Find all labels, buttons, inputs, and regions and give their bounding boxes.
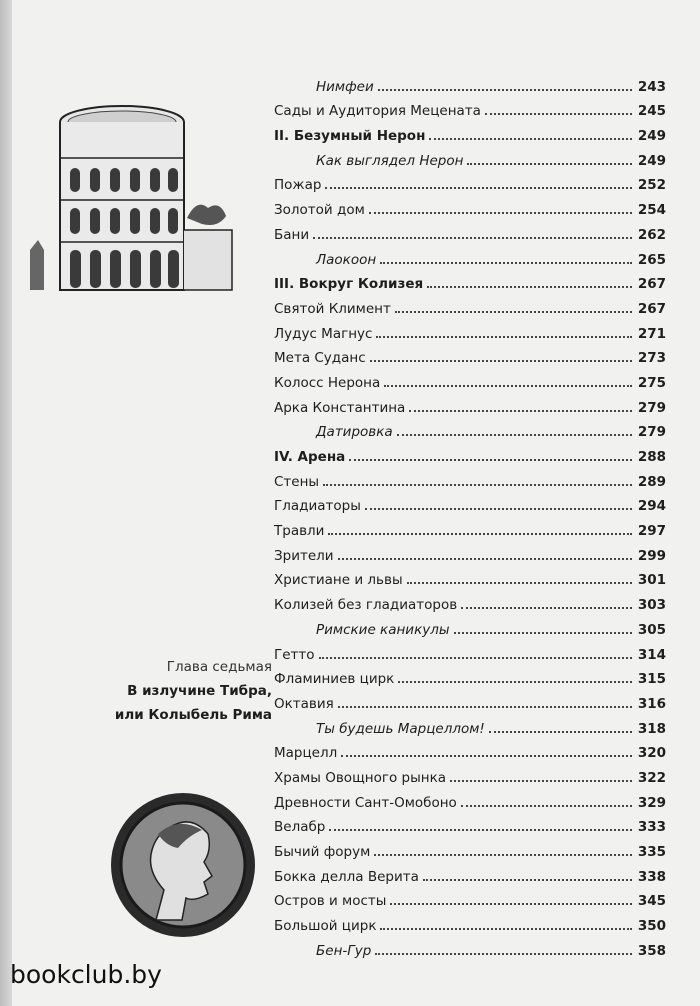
toc-leader-dots [461, 607, 632, 609]
toc-entry [274, 835, 666, 860]
toc-entry-title: Колизей без гладиаторов [274, 597, 458, 614]
toc-entry [274, 934, 666, 959]
toc-entry-title: Октавия [274, 695, 334, 712]
toc-entry-page: 249 [637, 128, 666, 145]
toc-entry-title: Как выглядел Нерон [316, 152, 464, 169]
toc-entry [274, 761, 666, 786]
toc-entry-page: 350 [637, 918, 666, 935]
toc-entry-title: Мета Суданс [274, 350, 366, 367]
toc-entry [274, 613, 666, 638]
toc-leader-dots [390, 903, 631, 905]
toc-entry [274, 218, 666, 243]
toc-entry-page: 267 [637, 276, 666, 293]
toc-entry-page: 279 [637, 399, 666, 416]
toc-entry-page: 249 [637, 152, 666, 169]
toc-leader-dots [450, 780, 632, 782]
toc-leader-dots [338, 706, 632, 708]
toc-entry [274, 638, 666, 663]
chapter-title-line1: В излучине Тибра, [127, 683, 272, 699]
toc-entry-page: 254 [637, 202, 666, 219]
toc-entry-title: Бани [274, 226, 310, 243]
toc-entry [274, 811, 666, 836]
toc-entry-title: IV. Арена [274, 449, 346, 465]
toc-entry-title: Христиане и львы [274, 572, 403, 589]
toc-leader-dots [370, 360, 632, 362]
roman-profile-medallion-icon [108, 790, 258, 940]
toc-entry [274, 490, 666, 515]
toc-entry-page: 243 [637, 78, 666, 95]
toc-entry [274, 514, 666, 539]
toc-entry-title: Бокка делла Верита [274, 868, 419, 885]
toc-leader-dots [376, 336, 631, 338]
chapter-label: Глава седьмая [166, 659, 272, 675]
toc-leader-dots [398, 681, 631, 683]
toc-entry [274, 416, 666, 441]
toc-entry-page: 267 [637, 300, 666, 317]
toc-leader-dots [409, 410, 631, 412]
toc-leader-dots [325, 187, 631, 189]
toc-entry [274, 169, 666, 194]
page-gutter [0, 0, 12, 1006]
toc-entry-page: 322 [637, 769, 666, 786]
toc-leader-dots [384, 385, 632, 387]
toc-entry [274, 119, 666, 144]
toc-leader-dots [485, 113, 632, 115]
toc-entry-page: 262 [637, 226, 666, 243]
toc-leader-dots [338, 558, 632, 560]
toc-entry-title: Гладиаторы [274, 498, 361, 515]
toc-leader-dots [328, 533, 631, 535]
toc-leader-dots [375, 953, 631, 955]
toc-entry-page: 358 [637, 942, 666, 959]
toc-entry-page: 289 [637, 473, 666, 490]
toc-entry-page: 305 [637, 621, 666, 638]
toc-leader-dots [378, 89, 632, 91]
toc-leader-dots [380, 928, 631, 930]
toc-entry-title: II. Безумный Нерон [274, 128, 426, 145]
toc-entry [274, 465, 666, 490]
chapter-heading [115, 655, 272, 727]
toc-entry [274, 391, 666, 416]
toc-entry-page: 279 [637, 424, 666, 441]
toc-entry-title: Ты будешь Марцеллом! [316, 720, 485, 737]
toc-entry-title: Храмы Овощного рынка [274, 769, 446, 786]
toc-leader-dots [329, 829, 631, 831]
toc-entry-title: Большой цирк [274, 918, 377, 935]
toc-entry-page: 335 [637, 844, 666, 860]
toc-entry [274, 292, 666, 317]
toc-entry [274, 737, 666, 762]
toc-entry-title: Колосс Нерона [274, 374, 381, 391]
toc-entry-title: III. Вокруг Колизея [274, 276, 424, 293]
toc-entry-title: Нимфеи [316, 78, 374, 95]
toc-leader-dots [397, 434, 632, 436]
watermark: bookclub.by [10, 960, 162, 989]
toc-entry [274, 564, 666, 589]
toc-entry-page: 315 [637, 671, 666, 688]
toc-leader-dots [454, 632, 632, 634]
toc-entry-page: 345 [637, 893, 666, 910]
toc-entry [274, 663, 666, 688]
toc-entry-title: Стены [274, 473, 320, 490]
toc-entry-page: 294 [637, 498, 666, 515]
toc-entry-page: 288 [637, 449, 666, 465]
toc-entry [274, 317, 666, 342]
toc-entry [274, 243, 666, 268]
toc-entry-page: 299 [637, 547, 666, 564]
toc-entry-page: 271 [637, 325, 666, 342]
chapter-title-line2: или Колыбель Рима [114, 707, 272, 723]
toc-leader-dots [423, 879, 632, 881]
toc-entry-title: Фламиниев цирк [274, 671, 395, 688]
colosseum-engraving-icon [22, 100, 244, 300]
toc-entry-page: 338 [637, 868, 666, 885]
toc-entry-page: 252 [637, 177, 666, 194]
toc-leader-dots [489, 731, 632, 733]
toc-entry [274, 786, 666, 811]
toc-entry-title: Остров и мосты [274, 893, 387, 910]
toc-leader-dots [374, 854, 632, 856]
toc-entry [274, 95, 666, 120]
toc-leader-dots [365, 508, 632, 510]
toc-entry [274, 860, 666, 885]
toc-entry [274, 909, 666, 934]
toc-entry-title: Лаокоон [316, 251, 377, 268]
toc-leader-dots [407, 582, 632, 584]
toc-entry-page: 297 [637, 523, 666, 540]
toc-entry-page: 320 [637, 745, 666, 762]
toc-leader-dots [395, 311, 632, 313]
toc-entry-title: Бен-Гур [316, 942, 372, 959]
toc-entry-page: 265 [637, 251, 666, 268]
toc-entry [274, 712, 666, 737]
toc-entry-title: Сады и Аудитория Мецената [274, 103, 481, 120]
toc-entry-title: Гетто [274, 646, 315, 663]
toc-entry [274, 144, 666, 169]
toc-entry [274, 366, 666, 391]
toc-entry-title: Пожар [274, 177, 322, 194]
toc-entry-page: 318 [637, 720, 666, 737]
toc-leader-dots [461, 805, 632, 807]
table-of-contents [274, 70, 666, 959]
toc-entry-page: 303 [637, 597, 666, 614]
toc-leader-dots [341, 755, 632, 757]
toc-entry-title: Древности Сант-Омобоно [274, 794, 457, 811]
toc-entry-page: 333 [637, 819, 666, 836]
toc-leader-dots [380, 262, 632, 264]
toc-entry-title: Римские каникулы [316, 621, 450, 638]
toc-entry [274, 539, 666, 564]
toc-leader-dots [467, 163, 631, 165]
toc-entry-title: Травли [274, 523, 325, 540]
toc-entry-title: Святой Климент [274, 300, 391, 317]
toc-entry-page: 329 [637, 794, 666, 811]
toc-entry-title: Датировка [316, 424, 393, 441]
toc-leader-dots [349, 459, 632, 461]
toc-leader-dots [427, 286, 632, 288]
toc-entry-title: Бычий форум [274, 844, 371, 860]
toc-entry [274, 687, 666, 712]
toc-entry-title: Арка Константина [274, 399, 406, 416]
toc-entry-title: Марцелл [274, 745, 338, 762]
toc-entry [274, 588, 666, 613]
toc-entry-title: Велабр [274, 819, 326, 836]
toc-leader-dots [319, 657, 632, 659]
toc-entry [274, 70, 666, 95]
toc-entry-title: Зрители [274, 547, 334, 564]
toc-entry-page: 314 [637, 646, 666, 663]
toc-leader-dots [323, 484, 632, 486]
toc-entry-page: 316 [637, 695, 666, 712]
toc-entry [274, 342, 666, 367]
toc-leader-dots [369, 212, 632, 214]
toc-entry-page: 273 [637, 350, 666, 367]
toc-entry-page: 245 [637, 103, 666, 120]
toc-entry [274, 885, 666, 910]
toc-entry-page: 275 [637, 374, 666, 391]
toc-entry [274, 268, 666, 293]
toc-leader-dots [429, 138, 631, 140]
toc-entry-title: Золотой дом [274, 202, 365, 219]
toc-entry-title: Лудус Магнус [274, 325, 373, 342]
toc-entry [274, 193, 666, 218]
toc-entry [274, 440, 666, 465]
toc-entry-page: 301 [637, 572, 666, 589]
toc-leader-dots [313, 237, 632, 239]
